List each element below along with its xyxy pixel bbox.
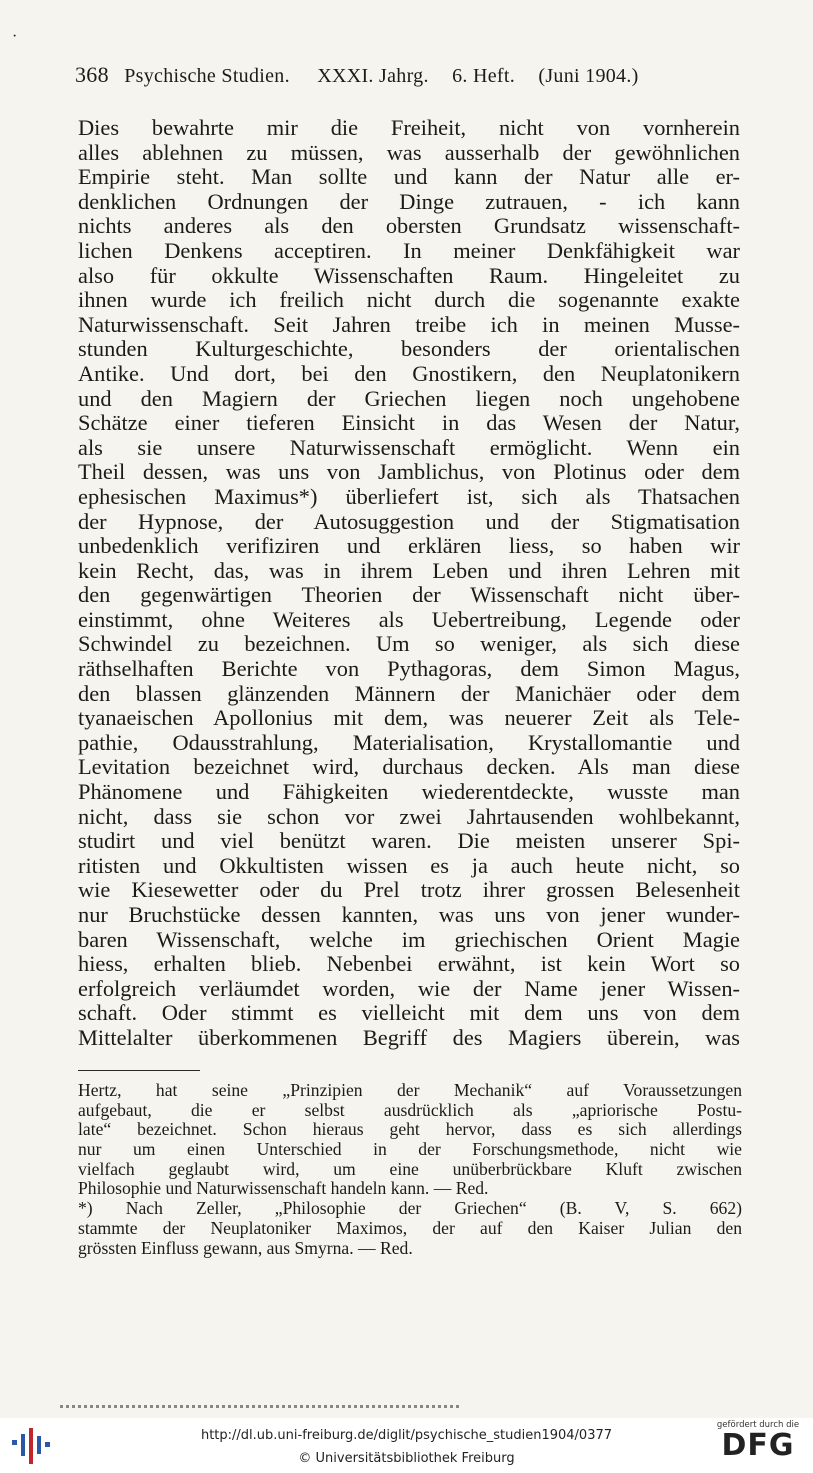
issue-date: (Juni 1904.) — [538, 65, 639, 87]
running-header — [75, 62, 740, 88]
text-line: Phänomene und Fähigkeiten wiederentdeckte, wusste man — [78, 779, 740, 805]
text-line: alles ablehnen zu müssen, was ausserhalb der gewöhnlichen — [78, 139, 740, 165]
text-line: studirt und viel benützt waren. Die meisten unserer Spi- — [78, 828, 740, 854]
footnote-line: stammte der Neuplatoniker Maximos, der auf den Kaiser Julian den — [78, 1217, 742, 1238]
page-number: 368 — [75, 62, 109, 87]
footnotes — [78, 1081, 742, 1258]
footnote-line: *) Nach Zeller, „Philosophie der Griechen“ (B. V, S. 662) — [78, 1198, 742, 1219]
copyright-notice: © Universitätsbibliothek Freiburg — [298, 1451, 515, 1466]
footnote-line: Hertz, hat seine „Prinzipien der Mechanik“ auf Voraussetzungen — [78, 1080, 742, 1100]
text-line: nur Bruchstücke dessen kannten, was uns von jener wunder- — [78, 902, 740, 927]
text-line: pathie, Odausstrahlung, Materialisation, Krystallomantie und — [78, 729, 740, 755]
text-line: Antike. Und dort, bei den Gnostikern, den Neuplatonikern — [78, 360, 740, 386]
footnote-line: Philosophie und Naturwissenschaft handeln kann. — Red. — [78, 1178, 489, 1199]
text-line: Naturwissenschaft. Seit Jahren treibe ich in meinen Musse- — [78, 311, 740, 337]
footnote-line: aufgebaut, die er selbst ausdrücklich als „apriorische Postu- — [78, 1099, 742, 1120]
footnote-rule — [78, 1070, 200, 1071]
footnote-line: nur um einen Unterschied in der Forschungsmethode, nicht wie — [78, 1139, 742, 1160]
scan-speck: · — [12, 28, 18, 45]
dfg-wordmark: DFG — [721, 1428, 795, 1463]
text-line: hiess, erhalten blieb. Nebenbei erwähnt, ist kein Wort so — [78, 951, 740, 977]
text-line: lichen Denkens acceptiren. In meiner Denkfähigkeit war — [78, 237, 740, 263]
text-line: nicht, dass sie schon vor zwei Jahrtausenden wohlbekannt, — [78, 803, 740, 829]
dfg-logo-icon[interactable] — [713, 1420, 803, 1470]
text-line: als sie unsere Naturwissenschaft ermöglicht. Wenn ein — [78, 434, 740, 460]
text-line: unbedenklich verifiziren und erklären liess, so haben wir — [78, 533, 740, 559]
text-line: ihnen wurde ich freilich nicht durch die sogenannte exakte — [78, 287, 740, 313]
text-line: nichts anderes als den obersten Grundsatz wissenschaft- — [78, 213, 740, 239]
text-line: Levitation bezeichnet wird, durchaus decken. Als man diese — [78, 754, 740, 780]
issue-label: 6. Heft. — [452, 65, 516, 87]
text-line: den gegenwärtigen Theorien der Wissenschaft nicht über- — [78, 582, 740, 608]
text-line: Theil dessen, was uns von Jamblichus, von Plotinus oder dem — [78, 459, 740, 485]
text-line: der Hypnose, der Autosuggestion und der Stigmatisation — [78, 508, 740, 534]
text-line: kein Recht, das, was in ihrem Leben und ihren Lehren mit — [78, 557, 740, 583]
footnote-line: grössten Einfluss gewann, aus Smyrna. — Red. — [78, 1237, 413, 1258]
footnote-line: late“ bezeichnet. Schon hieraus geht hervor, dass es sich allerdings — [78, 1119, 742, 1140]
main-text — [78, 116, 740, 1051]
text-line: also für okkulte Wissenschaften Raum. Hingeleitet zu — [78, 262, 740, 288]
permalink-url[interactable]: http://dl.ub.uni-freiburg.de/diglit/psychische_studien1904/0377 — [200, 1428, 613, 1443]
text-line: einstimmt, ohne Weiteres als Uebertreibung, Legende oder — [78, 606, 740, 632]
dfg-tagline: gefördert durch die — [716, 1420, 800, 1430]
journal-title: Psychische Studien. — [124, 65, 290, 87]
text-line: erfolgreich verläumdet worden, wie der Name jener Wissen- — [78, 975, 740, 1001]
text-line: stunden Kulturgeschichte, besonders der orientalischen — [78, 336, 740, 362]
text-line: tyanaeischen Apollonius mit dem, was neuerer Zeit als Tele- — [78, 705, 740, 731]
text-line: Schätze einer tieferen Einsicht in das Wesen der Natur, — [78, 410, 740, 436]
text-line: baren Wissenschaft, welche im griechischen Orient Magie — [78, 926, 740, 952]
viewer-footer — [0, 1418, 813, 1473]
text-line: wie Kiesewetter oder du Prel trotz ihrer grossen Belesenheit — [78, 877, 740, 903]
text-line: räthselhaften Berichte von Pythagoras, dem Simon Magus, — [78, 656, 740, 682]
text-line: den blassen glänzenden Männern der Manichäer oder dem — [78, 680, 740, 706]
text-line: denklichen Ordnungen der Dinge zutrauen, - ich kann — [78, 188, 740, 214]
volume-label: XXXI. Jahrg. — [317, 65, 429, 87]
footnote-line: vielfach geglaubt wird, um eine unüberbrückbare Kluft zwischen — [78, 1158, 742, 1179]
text-line: ephesischen Maximus*) überliefert ist, sich als Thatsachen — [78, 483, 740, 509]
text-line: und den Magiern der Griechen liegen noch ungehobene — [78, 385, 740, 411]
text-line: Dies bewahrte mir die Freiheit, nicht von vornherein — [78, 115, 740, 140]
text-line: Mittelalter überkommenen Begriff des Magiers überein, was — [78, 1024, 740, 1050]
scan-artifact-line — [60, 1405, 460, 1408]
text-line: ritisten und Okkultisten wissen es ja auch heute nicht, so — [78, 852, 740, 878]
text-line: Empirie steht. Man sollte und kann der Natur alle er- — [78, 164, 740, 190]
text-line: schaft. Oder stimmt es vielleicht mit dem uns von dem — [78, 1000, 740, 1026]
text-line: Schwindel zu bezeichnen. Um so weniger, als sich diese — [78, 631, 740, 657]
